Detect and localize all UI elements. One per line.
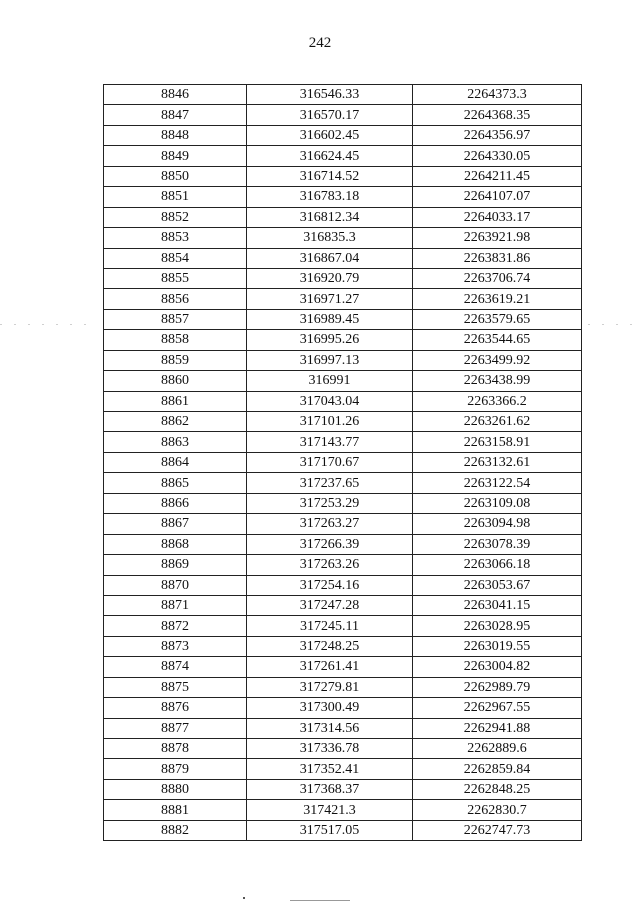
- x-coordinate-cell: 317170.67: [247, 452, 413, 472]
- table-row: [104, 289, 582, 309]
- x-coordinate-cell: 316989.45: [247, 309, 413, 329]
- y-coordinate-cell: 2263066.18: [413, 555, 582, 575]
- y-coordinate-cell: 2263041.15: [413, 595, 582, 615]
- table-row: [104, 85, 582, 105]
- point-number-cell: 8859: [104, 350, 247, 370]
- y-coordinate-cell: 2264330.05: [413, 146, 582, 166]
- table-row: [104, 595, 582, 615]
- y-coordinate-cell: 2263706.74: [413, 268, 582, 288]
- y-coordinate-cell: 2262747.73: [413, 820, 582, 840]
- y-coordinate-cell: 2263544.65: [413, 330, 582, 350]
- point-number-cell: 8856: [104, 289, 247, 309]
- scan-dot: [243, 897, 245, 899]
- y-coordinate-cell: 2263004.82: [413, 657, 582, 677]
- y-coordinate-cell: 2264368.35: [413, 105, 582, 125]
- point-number-cell: 8874: [104, 657, 247, 677]
- page-number: 242: [308, 35, 332, 51]
- table-row: [104, 207, 582, 227]
- y-coordinate-cell: 2262848.25: [413, 779, 582, 799]
- x-coordinate-cell: 316570.17: [247, 105, 413, 125]
- x-coordinate-cell: 317043.04: [247, 391, 413, 411]
- table-row: [104, 636, 582, 656]
- point-number-cell: 8852: [104, 207, 247, 227]
- y-coordinate-cell: 2263132.61: [413, 452, 582, 472]
- table-row: [104, 166, 582, 186]
- x-coordinate-cell: 316714.52: [247, 166, 413, 186]
- table-row: [104, 473, 582, 493]
- point-number-cell: 8848: [104, 125, 247, 145]
- point-number-cell: 8863: [104, 432, 247, 452]
- x-coordinate-cell: 317237.65: [247, 473, 413, 493]
- y-coordinate-cell: 2262859.84: [413, 759, 582, 779]
- table-row: [104, 759, 582, 779]
- y-coordinate-cell: 2263499.92: [413, 350, 582, 370]
- y-coordinate-cell: 2263619.21: [413, 289, 582, 309]
- x-coordinate-cell: 317247.28: [247, 595, 413, 615]
- table-row: [104, 555, 582, 575]
- y-coordinate-cell: 2263158.91: [413, 432, 582, 452]
- y-coordinate-cell: 2263921.98: [413, 228, 582, 248]
- x-coordinate-cell: 317421.3: [247, 800, 413, 820]
- point-number-cell: 8861: [104, 391, 247, 411]
- x-coordinate-cell: 317368.37: [247, 779, 413, 799]
- table-row: [104, 268, 582, 288]
- coordinates-table: [103, 84, 582, 841]
- x-coordinate-cell: 317143.77: [247, 432, 413, 452]
- point-number-cell: 8858: [104, 330, 247, 350]
- point-number-cell: 8877: [104, 718, 247, 738]
- y-coordinate-cell: 2263831.86: [413, 248, 582, 268]
- table-row: [104, 779, 582, 799]
- scan-artifact-left: [0, 324, 95, 325]
- table-row: [104, 616, 582, 636]
- y-coordinate-cell: 2264211.45: [413, 166, 582, 186]
- y-coordinate-cell: 2262941.88: [413, 718, 582, 738]
- y-coordinate-cell: 2262889.6: [413, 739, 582, 759]
- table-row: [104, 105, 582, 125]
- x-coordinate-cell: 316991: [247, 371, 413, 391]
- x-coordinate-cell: 317336.78: [247, 739, 413, 759]
- x-coordinate-cell: 317248.25: [247, 636, 413, 656]
- y-coordinate-cell: 2264107.07: [413, 187, 582, 207]
- point-number-cell: 8849: [104, 146, 247, 166]
- point-number-cell: 8862: [104, 412, 247, 432]
- y-coordinate-cell: 2263028.95: [413, 616, 582, 636]
- table-row: [104, 248, 582, 268]
- point-number-cell: 8880: [104, 779, 247, 799]
- x-coordinate-cell: 317263.27: [247, 514, 413, 534]
- table-row: [104, 739, 582, 759]
- point-number-cell: 8860: [104, 371, 247, 391]
- y-coordinate-cell: 2263109.08: [413, 493, 582, 513]
- y-coordinate-cell: 2262967.55: [413, 698, 582, 718]
- table-row: [104, 452, 582, 472]
- x-coordinate-cell: 317266.39: [247, 534, 413, 554]
- point-number-cell: 8854: [104, 248, 247, 268]
- table-row: [104, 800, 582, 820]
- point-number-cell: 8882: [104, 820, 247, 840]
- x-coordinate-cell: 316624.45: [247, 146, 413, 166]
- table-row: [104, 514, 582, 534]
- y-coordinate-cell: 2263579.65: [413, 309, 582, 329]
- table-row: [104, 575, 582, 595]
- point-number-cell: 8869: [104, 555, 247, 575]
- x-coordinate-cell: 317300.49: [247, 698, 413, 718]
- table-row: [104, 677, 582, 697]
- x-coordinate-cell: 317314.56: [247, 718, 413, 738]
- table-row: [104, 493, 582, 513]
- y-coordinate-cell: 2264356.97: [413, 125, 582, 145]
- table-row: [104, 820, 582, 840]
- point-number-cell: 8875: [104, 677, 247, 697]
- y-coordinate-cell: 2262989.79: [413, 677, 582, 697]
- y-coordinate-cell: 2263438.99: [413, 371, 582, 391]
- table-row: [104, 391, 582, 411]
- x-coordinate-cell: 316995.26: [247, 330, 413, 350]
- y-coordinate-cell: 2263122.54: [413, 473, 582, 493]
- y-coordinate-cell: 2263094.98: [413, 514, 582, 534]
- x-coordinate-cell: 317253.29: [247, 493, 413, 513]
- point-number-cell: 8868: [104, 534, 247, 554]
- x-coordinate-cell: 316546.33: [247, 85, 413, 105]
- x-coordinate-cell: 316920.79: [247, 268, 413, 288]
- table-row: [104, 412, 582, 432]
- x-coordinate-cell: 317254.16: [247, 575, 413, 595]
- x-coordinate-cell: 316835.3: [247, 228, 413, 248]
- point-number-cell: 8855: [104, 268, 247, 288]
- table-row: [104, 228, 582, 248]
- point-number-cell: 8850: [104, 166, 247, 186]
- x-coordinate-cell: 317101.26: [247, 412, 413, 432]
- y-coordinate-cell: 2264033.17: [413, 207, 582, 227]
- point-number-cell: 8851: [104, 187, 247, 207]
- point-number-cell: 8866: [104, 493, 247, 513]
- table-row: [104, 350, 582, 370]
- point-number-cell: 8878: [104, 739, 247, 759]
- table-row: [104, 330, 582, 350]
- table-row: [104, 187, 582, 207]
- y-coordinate-cell: 2264373.3: [413, 85, 582, 105]
- point-number-cell: 8853: [104, 228, 247, 248]
- coordinates-table-body: [104, 85, 582, 841]
- point-number-cell: 8864: [104, 452, 247, 472]
- y-coordinate-cell: 2263366.2: [413, 391, 582, 411]
- table-row: [104, 371, 582, 391]
- table-row: [104, 146, 582, 166]
- y-coordinate-cell: 2263019.55: [413, 636, 582, 656]
- point-number-cell: 8879: [104, 759, 247, 779]
- point-number-cell: 8871: [104, 595, 247, 615]
- point-number-cell: 8846: [104, 85, 247, 105]
- y-coordinate-cell: 2262830.7: [413, 800, 582, 820]
- y-coordinate-cell: 2263053.67: [413, 575, 582, 595]
- table-row: [104, 125, 582, 145]
- point-number-cell: 8873: [104, 636, 247, 656]
- x-coordinate-cell: 317279.81: [247, 677, 413, 697]
- point-number-cell: 8867: [104, 514, 247, 534]
- scan-artifact-right: [588, 324, 640, 325]
- y-coordinate-cell: 2263261.62: [413, 412, 582, 432]
- table-row: [104, 657, 582, 677]
- point-number-cell: 8847: [104, 105, 247, 125]
- point-number-cell: 8870: [104, 575, 247, 595]
- x-coordinate-cell: 317517.05: [247, 820, 413, 840]
- table-row: [104, 534, 582, 554]
- table-row: [104, 718, 582, 738]
- point-number-cell: 8881: [104, 800, 247, 820]
- x-coordinate-cell: 316783.18: [247, 187, 413, 207]
- point-number-cell: 8872: [104, 616, 247, 636]
- scan-line: [290, 900, 350, 901]
- x-coordinate-cell: 317352.41: [247, 759, 413, 779]
- x-coordinate-cell: 316867.04: [247, 248, 413, 268]
- point-number-cell: 8865: [104, 473, 247, 493]
- table-row: [104, 309, 582, 329]
- x-coordinate-cell: 316971.27: [247, 289, 413, 309]
- table-row: [104, 432, 582, 452]
- point-number-cell: 8857: [104, 309, 247, 329]
- x-coordinate-cell: 317263.26: [247, 555, 413, 575]
- x-coordinate-cell: 316997.13: [247, 350, 413, 370]
- table-row: [104, 698, 582, 718]
- x-coordinate-cell: 316602.45: [247, 125, 413, 145]
- x-coordinate-cell: 317245.11: [247, 616, 413, 636]
- x-coordinate-cell: 317261.41: [247, 657, 413, 677]
- x-coordinate-cell: 316812.34: [247, 207, 413, 227]
- y-coordinate-cell: 2263078.39: [413, 534, 582, 554]
- point-number-cell: 8876: [104, 698, 247, 718]
